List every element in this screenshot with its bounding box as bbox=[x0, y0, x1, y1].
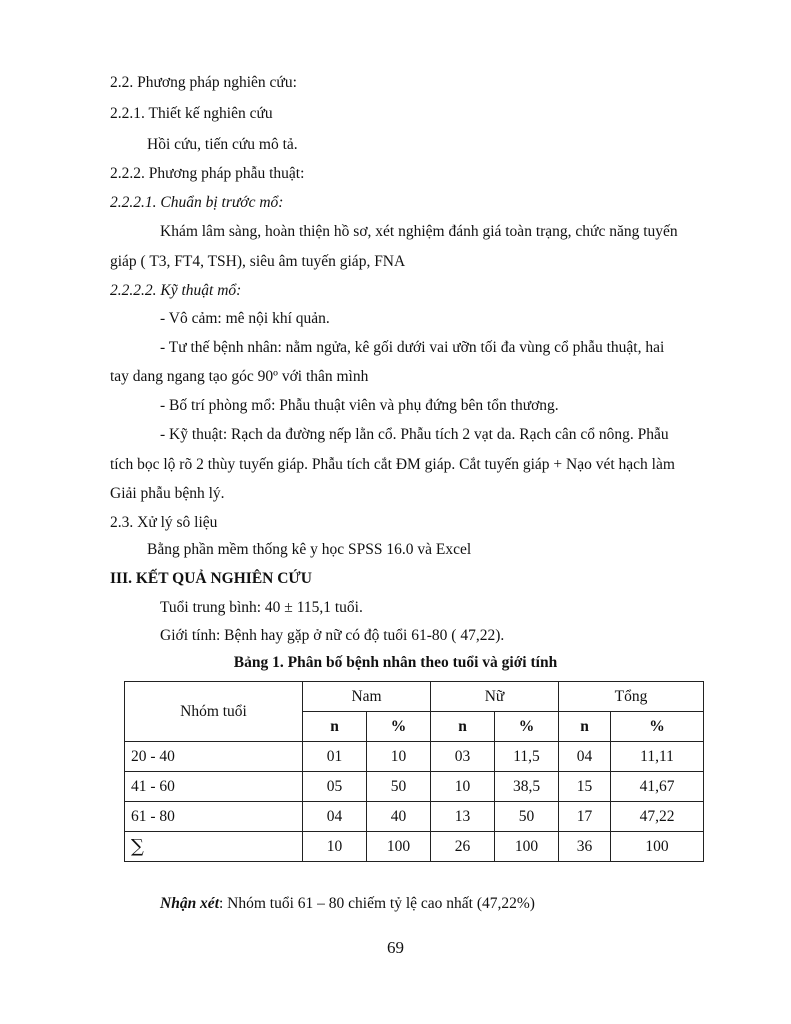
table-cell: 36 bbox=[559, 832, 611, 862]
table-cell: 10 bbox=[367, 742, 431, 772]
subheader-cell: % bbox=[611, 712, 704, 742]
table-cell: 01 bbox=[303, 742, 367, 772]
table-cell: 20 - 40 bbox=[125, 742, 303, 772]
table-cell: 100 bbox=[611, 832, 704, 862]
doc-line-heading-iii: III. KẾT QUẢ NGHIÊN CỨU bbox=[110, 570, 312, 587]
doc-line-mean-age: Tuổi trung bình: 40 ± 115,1 tuổi. bbox=[160, 599, 363, 616]
remark-line bbox=[160, 894, 535, 914]
table-header-row bbox=[125, 682, 704, 712]
table-row bbox=[125, 802, 704, 832]
table-cell: 50 bbox=[495, 802, 559, 832]
doc-line-gender: Giới tính: Bệnh hay gặp ở nữ có độ tuổi 61-80 ( 47,22). bbox=[160, 627, 505, 644]
table-cell: 100 bbox=[495, 832, 559, 862]
doc-line-heading-2-2-1: 2.2.1. Thiết kế nghiên cứu bbox=[110, 105, 273, 122]
doc-line-heading-2-2-2-1: 2.2.2.1. Chuẩn bị trước mổ: bbox=[110, 194, 284, 211]
doc-line-preop-1: Khám lâm sàng, hoàn thiện hồ sơ, xét nghiệm đánh giá toàn trạng, chức năng tuyến bbox=[160, 223, 678, 240]
doc-line-preop-2: giáp ( T3, FT4, TSH), siêu âm tuyến giáp, FNA bbox=[110, 253, 406, 270]
table-cell: 04 bbox=[559, 742, 611, 772]
header-male: Nam bbox=[303, 682, 431, 712]
subheader-cell: n bbox=[303, 712, 367, 742]
table-cell: 100 bbox=[367, 832, 431, 862]
header-total: Tổng bbox=[559, 682, 704, 712]
table-cell: 26 bbox=[431, 832, 495, 862]
table-cell: 61 - 80 bbox=[125, 802, 303, 832]
table-cell: 05 bbox=[303, 772, 367, 802]
table-cell: 10 bbox=[431, 772, 495, 802]
doc-line-position-2: tay dang ngang tạo góc 90º với thân mình bbox=[110, 368, 369, 385]
doc-line-software: Bằng phần mềm thống kê y học SPSS 16.0 và Excel bbox=[147, 541, 472, 558]
sum-symbol: ∑ bbox=[125, 832, 303, 862]
doc-line-heading-2-2-2-2: 2.2.2.2. Kỹ thuật mổ: bbox=[110, 282, 242, 299]
remark-text: : Nhóm tuổi 61 – 80 chiếm tỷ lệ cao nhất (47,22%) bbox=[219, 895, 535, 912]
doc-line-position-1: - Tư thế bệnh nhân: nằm ngửa, kê gối dưới vai ưỡn tối đa vùng cổ phẫu thuật, hai bbox=[160, 339, 665, 356]
header-female: Nữ bbox=[431, 682, 559, 712]
table-cell: 10 bbox=[303, 832, 367, 862]
table-cell: 04 bbox=[303, 802, 367, 832]
table-cell: 41 - 60 bbox=[125, 772, 303, 802]
page-number: 69 bbox=[387, 938, 404, 957]
table-cell: 13 bbox=[431, 802, 495, 832]
table-cell: 11,11 bbox=[611, 742, 704, 772]
table-cell: 11,5 bbox=[495, 742, 559, 772]
table-row bbox=[125, 742, 704, 772]
table-cell: 41,67 bbox=[611, 772, 704, 802]
doc-line-heading-2-2-2: 2.2.2. Phương pháp phẫu thuật: bbox=[110, 165, 305, 182]
subheader-cell: % bbox=[367, 712, 431, 742]
header-age-group: Nhóm tuổi bbox=[125, 682, 303, 742]
table-cell: 17 bbox=[559, 802, 611, 832]
subheader-cell: n bbox=[559, 712, 611, 742]
table-row bbox=[125, 772, 704, 802]
table-cell: 03 bbox=[431, 742, 495, 772]
doc-line-heading-2-2: 2.2. Phương pháp nghiên cứu: bbox=[110, 74, 297, 91]
table-total-row bbox=[125, 832, 704, 862]
doc-line-technique-3: Giải phẫu bệnh lý. bbox=[110, 485, 225, 502]
doc-line-technique-1: - Kỹ thuật: Rạch da đường nếp lằn cổ. Phẫu tích 2 vạt da. Rạch cân cổ nông. Phẫu bbox=[160, 426, 669, 443]
doc-line-anesthesia: - Vô cảm: mê nội khí quản. bbox=[160, 310, 330, 327]
table-cell: 40 bbox=[367, 802, 431, 832]
doc-line-heading-2-3: 2.3. Xử lý sô liệu bbox=[110, 514, 218, 531]
table-cell: 38,5 bbox=[495, 772, 559, 802]
table-cell: 50 bbox=[367, 772, 431, 802]
doc-line-room: - Bố trí phòng mổ: Phẫu thuật viên và phụ đứng bên tổn thương. bbox=[160, 397, 559, 414]
remark-label: Nhận xét bbox=[160, 895, 219, 912]
table-cell: 15 bbox=[559, 772, 611, 802]
age-gender-table bbox=[124, 681, 704, 862]
doc-line-technique-2: tích bọc lộ rõ 2 thùy tuyến giáp. Phẫu tích cắt ĐM giáp. Cắt tuyến giáp + Nạo vét hạch làm bbox=[110, 456, 675, 473]
table-cell: 47,22 bbox=[611, 802, 704, 832]
subheader-cell: % bbox=[495, 712, 559, 742]
table-caption: Bảng 1. Phân bố bệnh nhân theo tuổi và giới tính bbox=[233, 654, 558, 671]
subheader-cell: n bbox=[431, 712, 495, 742]
doc-line-design: Hồi cứu, tiến cứu mô tả. bbox=[147, 136, 298, 153]
